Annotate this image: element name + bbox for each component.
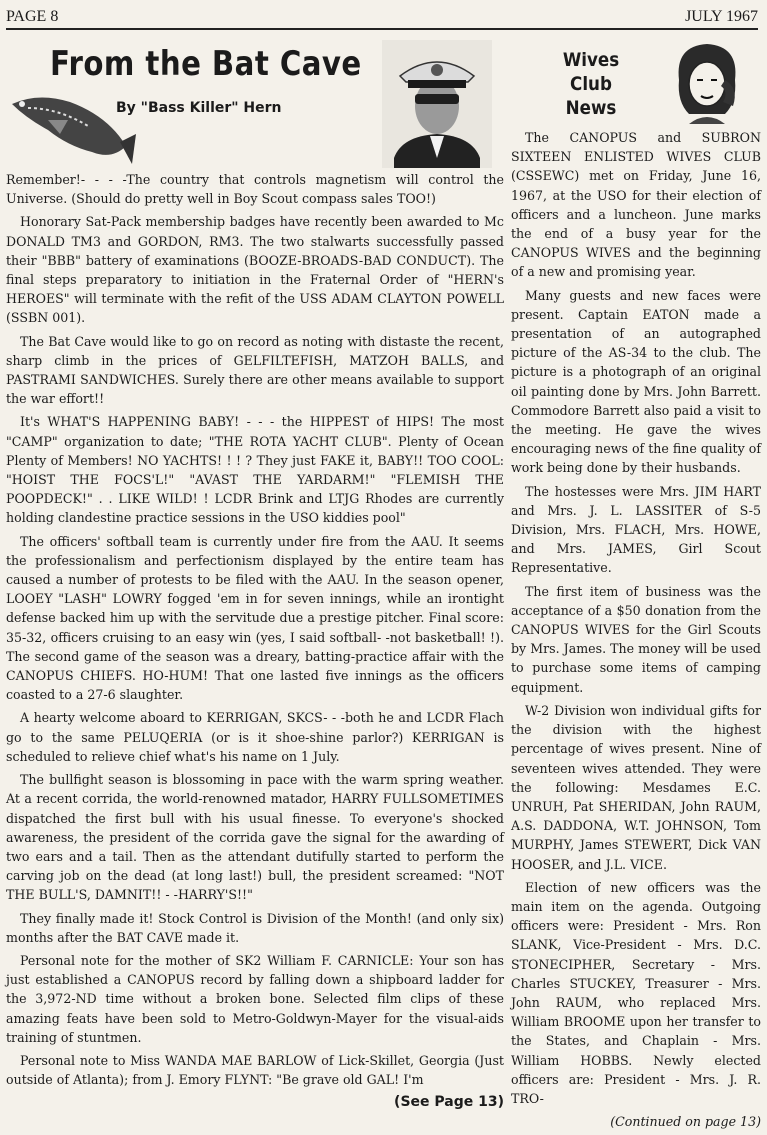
bat-cave-paragraph: Remember!- - - -The country that controls magnetism will control the Universe. (Should do pretty well in Boy Scout compass sales TOO!) xyxy=(6,172,504,207)
bat-cave-title: From the Bat Cave xyxy=(50,44,362,84)
wives-club-title-line: News xyxy=(565,97,617,119)
bat-cave-paragraph: Personal note to Miss WANDA MAE BARLOW of Lick-Skillet, Georgia (Just outside of Atlanta); from J. Emory FLYNT: "Be grave old GAL! I'm xyxy=(6,1052,504,1088)
bat-cave-paragraph: Personal note for the mother of SK2 William F. CARNICLE: Your son has just established a CANOPUS record by falling down a shipboard ladder for the 3,972-ND time without a broken bone. Selected film clips of these amazing feats have been sold to Metro-Goldwyn-Mayer for the visual-aids training of stuntmen. xyxy=(6,952,504,1045)
bat-cave-paragraph: The bullfight season is blossoming in pace with the warm spring weather. At a recent corrida, the world-renowned matador, HARRY FULLSOMETIMES dispatched the first bull with his usual finesse. To everyone's shocked awareness, the president of the corrida gave the signal for the awarding of two ears and a tail. Then as the attendant dutifully started to perform the carving job on the dead (at long last!) bull, the president screamed: "NOT THE BULL'S, DAMNIT!! - -HARRY'S!!" xyxy=(6,772,504,903)
wives-paragraph: The hostesses were Mrs. JIM HART and Mrs. J. L. LASSITER of S-5 Division, Mrs. FLACH, Mrs. HOWE, and Mrs. JAMES, Girl Scout Representative. xyxy=(511,483,761,576)
continued-link[interactable]: (Continued on page 13) xyxy=(610,1114,761,1130)
issue-date: JULY 1967 xyxy=(685,8,758,25)
woman-phone-icon xyxy=(667,40,747,124)
wives-club-column xyxy=(511,40,761,1135)
page-header xyxy=(6,2,758,30)
bat-cave-byline: By "Bass Killer" Hern xyxy=(116,100,282,116)
wives-paragraph: Many guests and new faces were present. Captain EATON made a presentation of an autographed picture of the AS-34 to the club. The picture is a photograph of an original oil painting done by Mrs. John Barrett. Commodore Barrett also paid a visit to the meeting. He gave the wives encouraging news of the fine quality of work being done by their husbands. xyxy=(511,287,761,476)
wives-paragraph: The first item of business was the acceptance of a $50 donation from the CANOPUS WIVES for the Girl Scouts by Mrs. James. The money will be used to purchase some items of camping equipment. xyxy=(511,583,761,695)
wives-club-body xyxy=(511,128,761,1131)
bat-cave-paragraph: The officers' softball team is currently under fire from the AAU. It seems the professionalism and perfectionism displayed by the entire team has caused a number of protests to be filed with the AAU. In the season opener, LOOEY "LASH" LOWRY fogged 'em in for seven innings, while an irontight defense backed him up with the servitude due a prestige pitcher. Final score: 35-32, officers cruising to an easy win (yes, I said softball- -not basketball! !). The second game of the season was a dreary, batting-practice affair with the CANOPUS CHIEFS. HO-HUM! That one lasted five innings as the officers coasted to a 27-6 slaughter. xyxy=(6,533,504,703)
wives-paragraph: Election of new officers was the main item on the agenda. Outgoing officers were: President - Mrs. Ron SLANK, Vice-President - Mrs. D.C. STONECIPHER, Secretary - Mrs. Charles STUCKEY, Treasurer - Mrs. John RAUM, who replaced Mrs. William BROOME upon her transfer to the States, and Chaplain - Mrs. William HOBBS. Newly elected officers are: President - Mrs. J. R. TRO- xyxy=(511,879,761,1106)
wives-club-title-line: Wives Club xyxy=(562,49,620,95)
wives-club-title xyxy=(547,48,635,120)
wives-paragraph: W-2 Division won individual gifts for the division with the highest percentage of wives present. Nine of seventeen wives attended. They were the following: Mesdames E.C. UNRUH, Pat SHERIDAN, John RAUM, A.S. DADDONA, W.T. JOHNSON, Tom MURPHY, James STEWERT, Dick VAN HOOSER, and J.L. VICE. xyxy=(511,702,761,872)
bat-cave-masthead xyxy=(6,40,504,170)
bat-cave-paragraph: They finally made it! Stock Control is Division of the Month! (and only six) months after the BAT CAVE made it. xyxy=(6,910,504,945)
wives-paragraph: The CANOPUS and SUBRON SIXTEEN ENLISTED WIVES CLUB (CSSEWC) met on Friday, June 16, 1967, at the USO for their election of officers and a luncheon. June marks the end of a busy year for the CANOPUS WIVES and the beginning of a new and promising year. xyxy=(511,130,761,280)
see-page-link[interactable]: (See Page 13) xyxy=(394,1094,504,1111)
author-portrait xyxy=(382,40,492,168)
bat-cave-paragraph: A hearty welcome aboard to KERRIGAN, SKCS- - -both he and LCDR Flach go to the same PELUQERIA (or is it shoe-shine parlor?) KERRIGAN is scheduled to relieve chief what's his name on 1 July. xyxy=(6,710,504,764)
bat-cave-paragraph: It's WHAT'S HAPPENING BABY! - - - the HIPPEST of HIPS! The most "CAMP" organization to date; "THE ROTA YACHT CLUB". Plenty of Ocean Plenty of Members! NO YACHTS! ! ! ? They just FAKE it, BABY!! TOO COOL: "HOIST THE FOCS'L!" "AVAST THE YARDARM!" "FLEMISH THE POOPDECK!" . . LIKE WILD! ! LCDR Brink and LTJG Rhodes are currently holding clandestine practice sessions in the USO kiddies pool" xyxy=(6,414,504,526)
bat-cave-paragraph: The Bat Cave would like to go on record as noting with distaste the recent, sharp climb in the prices of GELFILTEFISH, MATZOH BALLS, and PASTRAMI SANDWICHES. Surely there are other means available to support the war effort!! xyxy=(6,333,504,407)
bat-cave-paragraph: Honorary Sat-Pack membership badges have recently been awarded to Mc DONALD TM3 and GORDON, RM3. The two stalwarts successfully passed their "BBB" battery of examinations (BOOZE-BROADS-BAD CONDUCT). The final steps preparatory to initiation in the Fraternal Order of "HERN's HEROES" will terminate with the refit of the USS ADAM CLAYTON POWELL (SSBN 001). xyxy=(6,214,504,326)
page-number: PAGE 8 xyxy=(6,8,59,25)
wives-club-masthead xyxy=(511,40,761,128)
bat-cave-column xyxy=(6,40,504,1117)
bat-cave-body xyxy=(6,170,504,1113)
